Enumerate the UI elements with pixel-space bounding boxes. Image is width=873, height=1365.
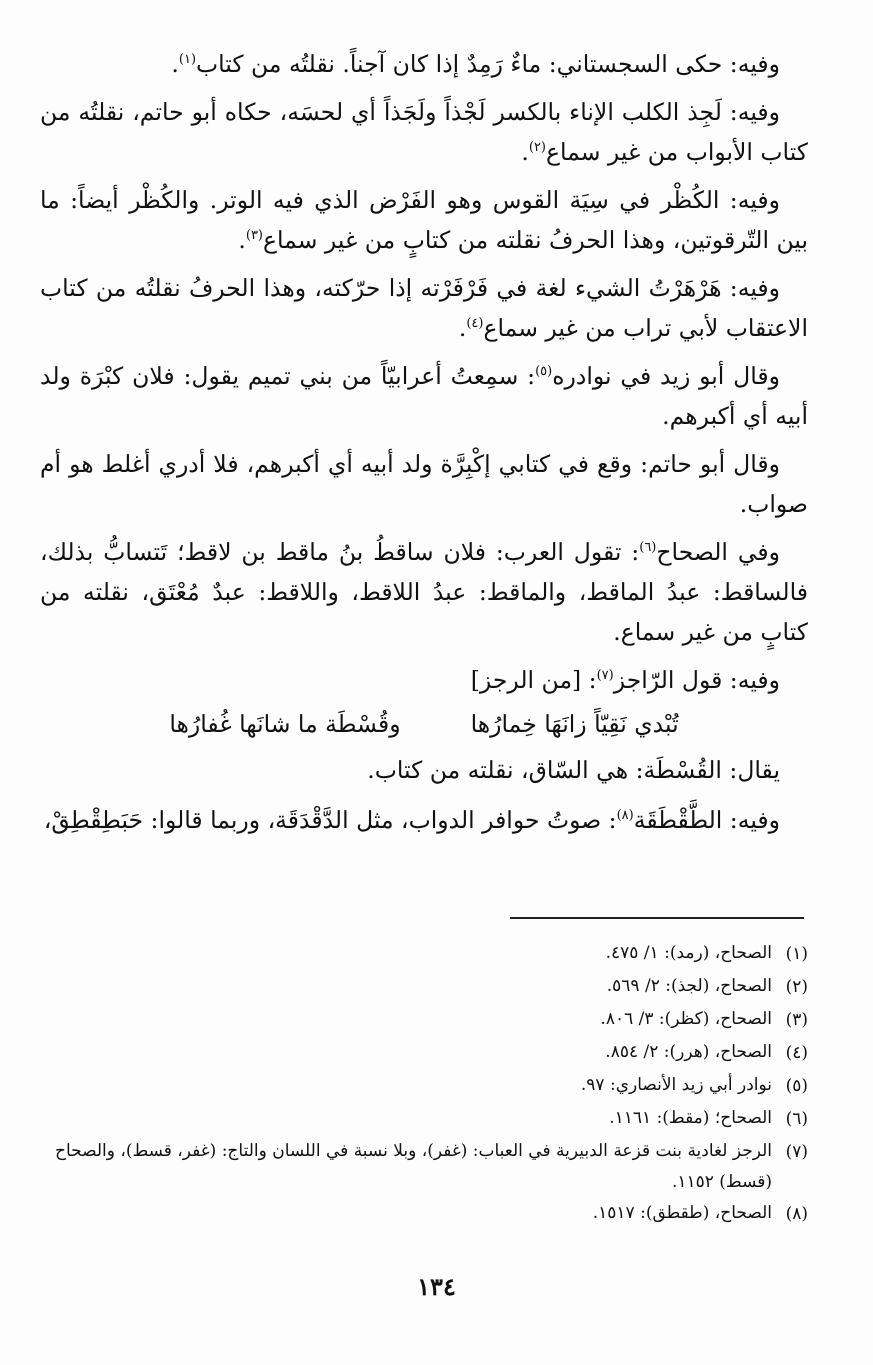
footnote-number: (٧) xyxy=(785,1142,808,1162)
footnote-item xyxy=(40,1136,808,1198)
footnote-marker-1[interactable]: (١) xyxy=(178,52,197,67)
footnote-marker-6[interactable]: (٦) xyxy=(639,540,657,555)
footnote-text: الرجز لغادية بنت قزعة الدبيرية في العباب: (غفر)، وبلا نسبة في اللسان والتاج: (غفر، قسط)، والصحاح (قسط) ١١٥٢. xyxy=(54,1141,772,1192)
paragraph-3: وفيه: الكُظْر في سِيَة القوس وهو الفَرْض الذي فيه الوتر. والكُظْر أيضاً: ما بين التّرقوتين، وهذا الحرفُ نقلته من كتابٍ من غير سماع$^{(٣)}$. xyxy=(40,186,808,254)
paragraph-7: وفي الصحاح$^{(٦)}$: تقول العرب: فلان ساقطُ بنُ ماقط بن لاقط؛ تَتسابُّ بذلك، فالساقط: عبدُ الماقط، والماقط: عبدُ اللاقط، واللاقط: عبدٌ مُعْتَق، نقلته من كتابٍ من غير سماع. xyxy=(40,538,808,646)
footnote-text: الصحاح، (رمد): ١/ ٤٧٥. xyxy=(605,943,772,963)
footnotes xyxy=(40,938,808,1231)
footnote-text: نوادر أبي زيد الأنصاري: ٩٧. xyxy=(580,1075,772,1095)
footnote-item xyxy=(40,1103,808,1136)
footnote-marker-5[interactable]: (٥) xyxy=(535,364,553,379)
footnote-item xyxy=(40,1070,808,1103)
footnote-number: (٦) xyxy=(785,1109,808,1129)
footnote-text: الصحاح، (كظر): ٣/ ٨٠٦. xyxy=(600,1009,772,1029)
footnote-marker-8[interactable]: (٨) xyxy=(616,808,634,823)
footnote-marker-2[interactable]: (٢) xyxy=(528,140,546,155)
paragraph-1: وفيه: حكى السجستاني: ماءٌ رَمِدٌ إذا كان آجناً. نقلتُه من كتاب$^{(١)}$. xyxy=(171,50,780,78)
footnote-item xyxy=(40,1037,808,1070)
footnote-number: (٥) xyxy=(785,1076,808,1096)
footnote-separator xyxy=(510,917,804,919)
verse-second-hemistich: وقُسْطَة ما شانَها غُفارُها xyxy=(169,710,401,738)
verse-explanation: يقال: القُسْطَة: هي السّاق، نقلته من كتاب. xyxy=(367,756,780,784)
footnote-marker-7[interactable]: (٧) xyxy=(596,668,614,683)
footnote-text: الصحاح، (طقطق): ١٥١٧. xyxy=(592,1203,772,1223)
footnote-text: الصحاح؛ (مقط): ١١٦١. xyxy=(609,1108,772,1128)
verse-block xyxy=(40,660,808,790)
footnote-number: (٤) xyxy=(785,1043,808,1063)
page-number: ١٣٤ xyxy=(417,1272,456,1301)
footnote-item xyxy=(40,1004,808,1037)
paragraph-8: وفيه: الطَّقْطَقَة$^{(٨)}$: صوتُ حوافر الدواب، مثل الدَّقْدَقَة، وربما قالوا: حَبَطِقْطِقْ، xyxy=(43,806,780,834)
verse-first-hemistich: تُبْدي نَقِيّاً زانَهَا خِمارُها xyxy=(470,710,679,738)
verse-intro: وفيه: قول الرّاجز$^{(٧)}$: [من الرجز] xyxy=(470,666,780,694)
footnote-number: (١) xyxy=(785,944,808,964)
footnote-number: (٢) xyxy=(785,977,808,997)
verse-line xyxy=(40,704,808,744)
footnote-marker-3[interactable]: (٣) xyxy=(245,228,263,243)
paragraph-5: وقال أبو زيد في نوادره$^{(٥)}$: سمِعتُ أعرابيّاً من بني تميم يقول: فلان كبْرَة ولد أبيه أي أكبرهم. xyxy=(40,362,808,430)
footnote-item xyxy=(40,971,808,1004)
footnote-text: الصحاح، (هرر): ٢/ ٨٥٤. xyxy=(605,1042,772,1062)
paragraph-6: وقال أبو حاتم: وقع في كتابي إكْبِرَّة ولد أبيه أي أكبرهم، فلا أدري أغلط هو أم صواب. xyxy=(40,450,808,518)
footnote-number: (٣) xyxy=(785,1010,808,1030)
paragraph-2: وفيه: لَجِذ الكلب الإناء بالكسر لَجْذاً ولَجَذاً أي لحسَه، حكاه أبو حاتم، نقلتُه من كتاب الأبواب من غير سماع$^{(٢)}$. xyxy=(40,98,808,166)
main-text xyxy=(40,44,808,848)
footnote-text: الصحاح، (لجذ): ٢/ ٥٦٩. xyxy=(606,976,772,996)
footnote-number: (٨) xyxy=(785,1204,808,1224)
footnote-item xyxy=(40,938,808,971)
paragraph-4: وفيه: هَرْهَرْتُ الشيء لغة في فَرْفَرْته إذا حرّكته، وهذا الحرفُ نقلتُه من كتاب الاعتقاب لأبي تراب من غير سماع$^{(٤)}$. xyxy=(40,274,808,342)
footnote-item xyxy=(40,1198,808,1231)
footnote-marker-4[interactable]: (٤) xyxy=(466,316,484,331)
